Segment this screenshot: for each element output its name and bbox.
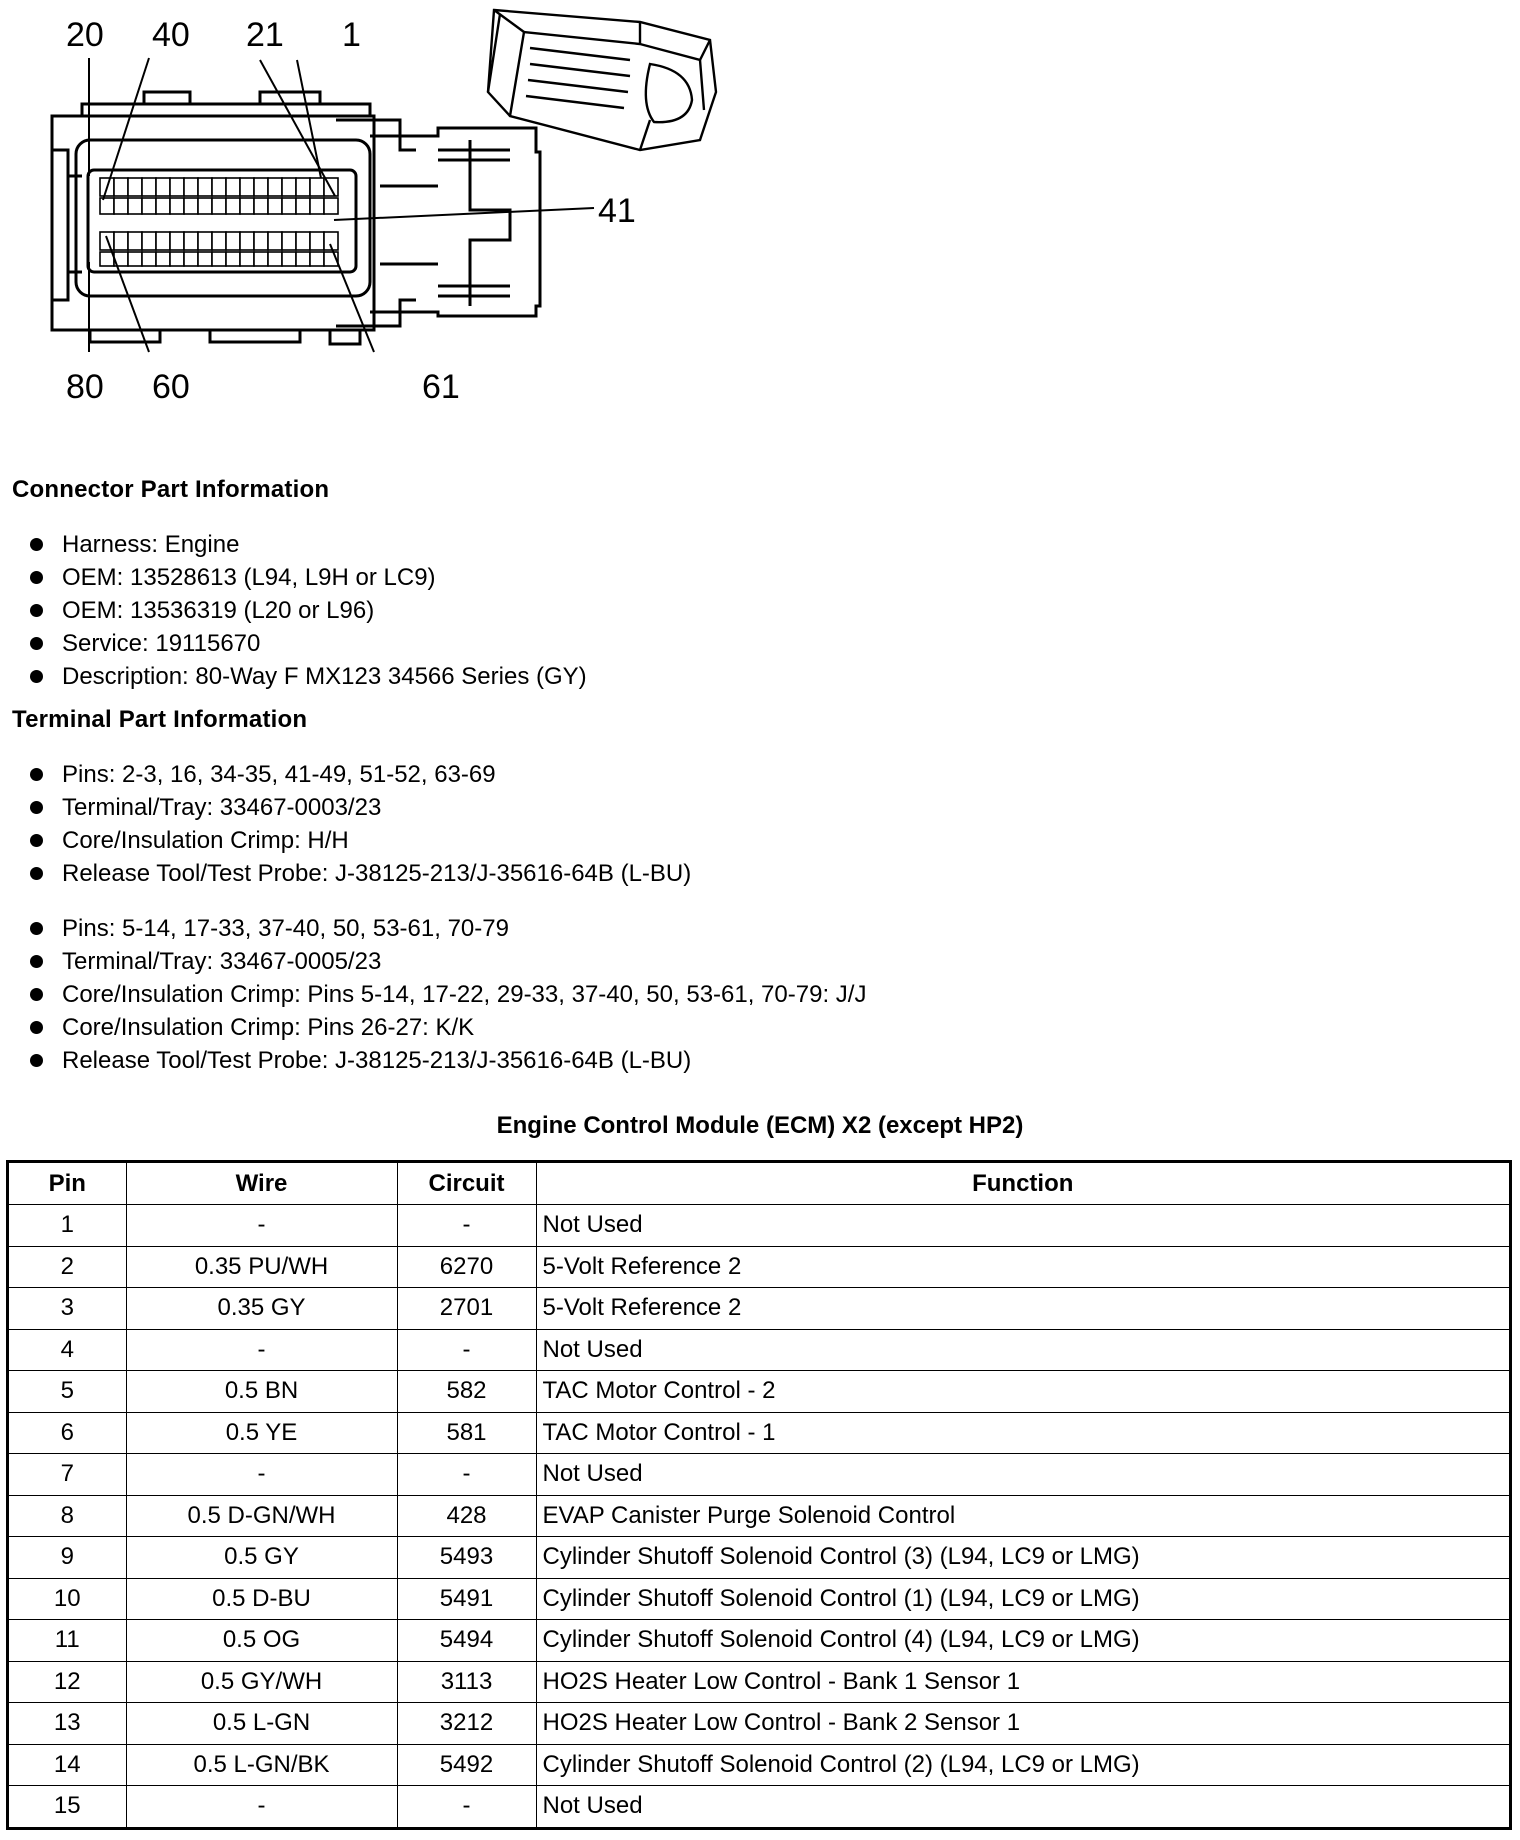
cell-circuit: 428 (397, 1495, 536, 1537)
cell-wire: 0.5 L-GN (126, 1703, 397, 1745)
pin-label-80: 80 (66, 368, 104, 406)
cell-circuit: - (397, 1205, 536, 1247)
cell-pin: 12 (9, 1661, 126, 1703)
cell-function: TAC Motor Control - 2 (536, 1371, 1509, 1413)
cell-circuit: 2701 (397, 1288, 536, 1330)
cell-pin: 4 (9, 1329, 126, 1371)
cell-circuit: - (397, 1786, 536, 1827)
table-row (9, 1329, 1509, 1371)
cell-circuit: 5493 (397, 1537, 536, 1579)
column-header-circuit: Circuit (397, 1163, 536, 1205)
cell-pin: 14 (9, 1744, 126, 1786)
table-row (9, 1454, 1509, 1496)
cell-pin: 8 (9, 1495, 126, 1537)
terminal-part-info-title: Terminal Part Information (12, 706, 308, 733)
cell-pin: 5 (9, 1371, 126, 1413)
cell-function: Not Used (536, 1329, 1509, 1371)
connector-part-info-list (22, 528, 587, 693)
cell-wire: - (126, 1205, 397, 1247)
cell-circuit: 582 (397, 1371, 536, 1413)
list-item: Pins: 5-14, 17-33, 37-40, 50, 53-61, 70-79 (22, 912, 866, 945)
cell-circuit: 3212 (397, 1703, 536, 1745)
cell-circuit: 5494 (397, 1620, 536, 1662)
table-title: Engine Control Module (ECM) X2 (except HP2) (496, 1112, 1024, 1139)
cell-function: Not Used (536, 1786, 1509, 1827)
pin-label-61: 61 (422, 368, 460, 406)
cell-wire: 0.5 YE (126, 1412, 397, 1454)
list-item: Core/Insulation Crimp: H/H (22, 824, 691, 857)
cell-wire: 0.35 PU/WH (126, 1246, 397, 1288)
list-item: Terminal/Tray: 33467-0005/23 (22, 945, 866, 978)
pin-label-1: 1 (342, 16, 361, 54)
table-header-row (9, 1163, 1509, 1205)
cell-function: 5-Volt Reference 2 (536, 1246, 1509, 1288)
list-item: Core/Insulation Crimp: Pins 26-27: K/K (22, 1011, 866, 1044)
pin-label-60: 60 (152, 368, 190, 406)
cell-wire: 0.35 GY (126, 1288, 397, 1330)
list-item: OEM: 13528613 (L94, L9H or LC9) (22, 561, 587, 594)
list-item: OEM: 13536319 (L20 or L96) (22, 594, 587, 627)
cell-function: TAC Motor Control - 1 (536, 1412, 1509, 1454)
table-row (9, 1703, 1509, 1745)
column-header-wire: Wire (126, 1163, 397, 1205)
table-row (9, 1371, 1509, 1413)
connector-part-info-title: Connector Part Information (12, 476, 330, 503)
cell-wire: 0.5 GY/WH (126, 1661, 397, 1703)
cell-circuit: 3113 (397, 1661, 536, 1703)
cell-function: Cylinder Shutoff Solenoid Control (1) (L94, LC9 or LMG) (536, 1578, 1509, 1620)
table-row (9, 1578, 1509, 1620)
table-row (9, 1620, 1509, 1662)
terminal-part-info-group-2 (22, 912, 866, 1077)
table-body (9, 1205, 1509, 1827)
cell-circuit: 5492 (397, 1744, 536, 1786)
cell-circuit: 6270 (397, 1246, 536, 1288)
list-item: Description: 80-Way F MX123 34566 Series (GY) (22, 660, 587, 693)
cell-circuit: - (397, 1454, 536, 1496)
cell-wire: 0.5 OG (126, 1620, 397, 1662)
cell-pin: 15 (9, 1786, 126, 1827)
table-row (9, 1786, 1509, 1827)
cell-function: Cylinder Shutoff Solenoid Control (4) (L94, LC9 or LMG) (536, 1620, 1509, 1662)
cell-pin: 9 (9, 1537, 126, 1579)
pin-label-40: 40 (152, 16, 190, 54)
table-row (9, 1412, 1509, 1454)
cell-pin: 3 (9, 1288, 126, 1330)
list-item: Core/Insulation Crimp: Pins 5-14, 17-22, 29-33, 37-40, 50, 53-61, 70-79: J/J (22, 978, 866, 1011)
cell-wire: 0.5 D-BU (126, 1578, 397, 1620)
column-header-function: Function (536, 1163, 1509, 1205)
cell-function: Not Used (536, 1454, 1509, 1496)
table-row (9, 1744, 1509, 1786)
pin-label-20: 20 (66, 16, 104, 54)
cell-function: Not Used (536, 1205, 1509, 1247)
cell-wire: - (126, 1454, 397, 1496)
cell-wire: - (126, 1786, 397, 1827)
cell-pin: 2 (9, 1246, 126, 1288)
cell-wire: 0.5 GY (126, 1537, 397, 1579)
cell-wire: 0.5 L-GN/BK (126, 1744, 397, 1786)
cell-circuit: 5491 (397, 1578, 536, 1620)
cell-pin: 6 (9, 1412, 126, 1454)
connector-diagram (40, 0, 720, 420)
list-item: Harness: Engine (22, 528, 587, 561)
cell-function: 5-Volt Reference 2 (536, 1288, 1509, 1330)
pin-label-41: 41 (598, 192, 636, 230)
cell-pin: 11 (9, 1620, 126, 1662)
cell-wire: 0.5 BN (126, 1371, 397, 1413)
cell-pin: 13 (9, 1703, 126, 1745)
table-row (9, 1661, 1509, 1703)
list-item: Release Tool/Test Probe: J-38125-213/J-35616-64B (L-BU) (22, 1044, 866, 1077)
cell-pin: 1 (9, 1205, 126, 1247)
cell-wire: - (126, 1329, 397, 1371)
pin-label-21: 21 (246, 16, 284, 54)
list-item: Release Tool/Test Probe: J-38125-213/J-35616-64B (L-BU) (22, 857, 691, 890)
cell-function: Cylinder Shutoff Solenoid Control (2) (L94, LC9 or LMG) (536, 1744, 1509, 1786)
table-row (9, 1205, 1509, 1247)
cell-circuit: - (397, 1329, 536, 1371)
table-row (9, 1495, 1509, 1537)
terminal-part-info-group-1 (22, 758, 691, 890)
list-item: Service: 19115670 (22, 627, 587, 660)
pin-table (6, 1160, 1512, 1830)
table-row (9, 1288, 1509, 1330)
list-item: Terminal/Tray: 33467-0003/23 (22, 791, 691, 824)
table-row (9, 1537, 1509, 1579)
cell-function: Cylinder Shutoff Solenoid Control (3) (L94, LC9 or LMG) (536, 1537, 1509, 1579)
cell-function: EVAP Canister Purge Solenoid Control (536, 1495, 1509, 1537)
cell-circuit: 581 (397, 1412, 536, 1454)
cell-function: HO2S Heater Low Control - Bank 2 Sensor 1 (536, 1703, 1509, 1745)
list-item: Pins: 2-3, 16, 34-35, 41-49, 51-52, 63-69 (22, 758, 691, 791)
cell-wire: 0.5 D-GN/WH (126, 1495, 397, 1537)
cell-pin: 7 (9, 1454, 126, 1496)
column-header-pin: Pin (9, 1163, 126, 1205)
table-row (9, 1246, 1509, 1288)
cell-function: HO2S Heater Low Control - Bank 1 Sensor 1 (536, 1661, 1509, 1703)
cell-pin: 10 (9, 1578, 126, 1620)
